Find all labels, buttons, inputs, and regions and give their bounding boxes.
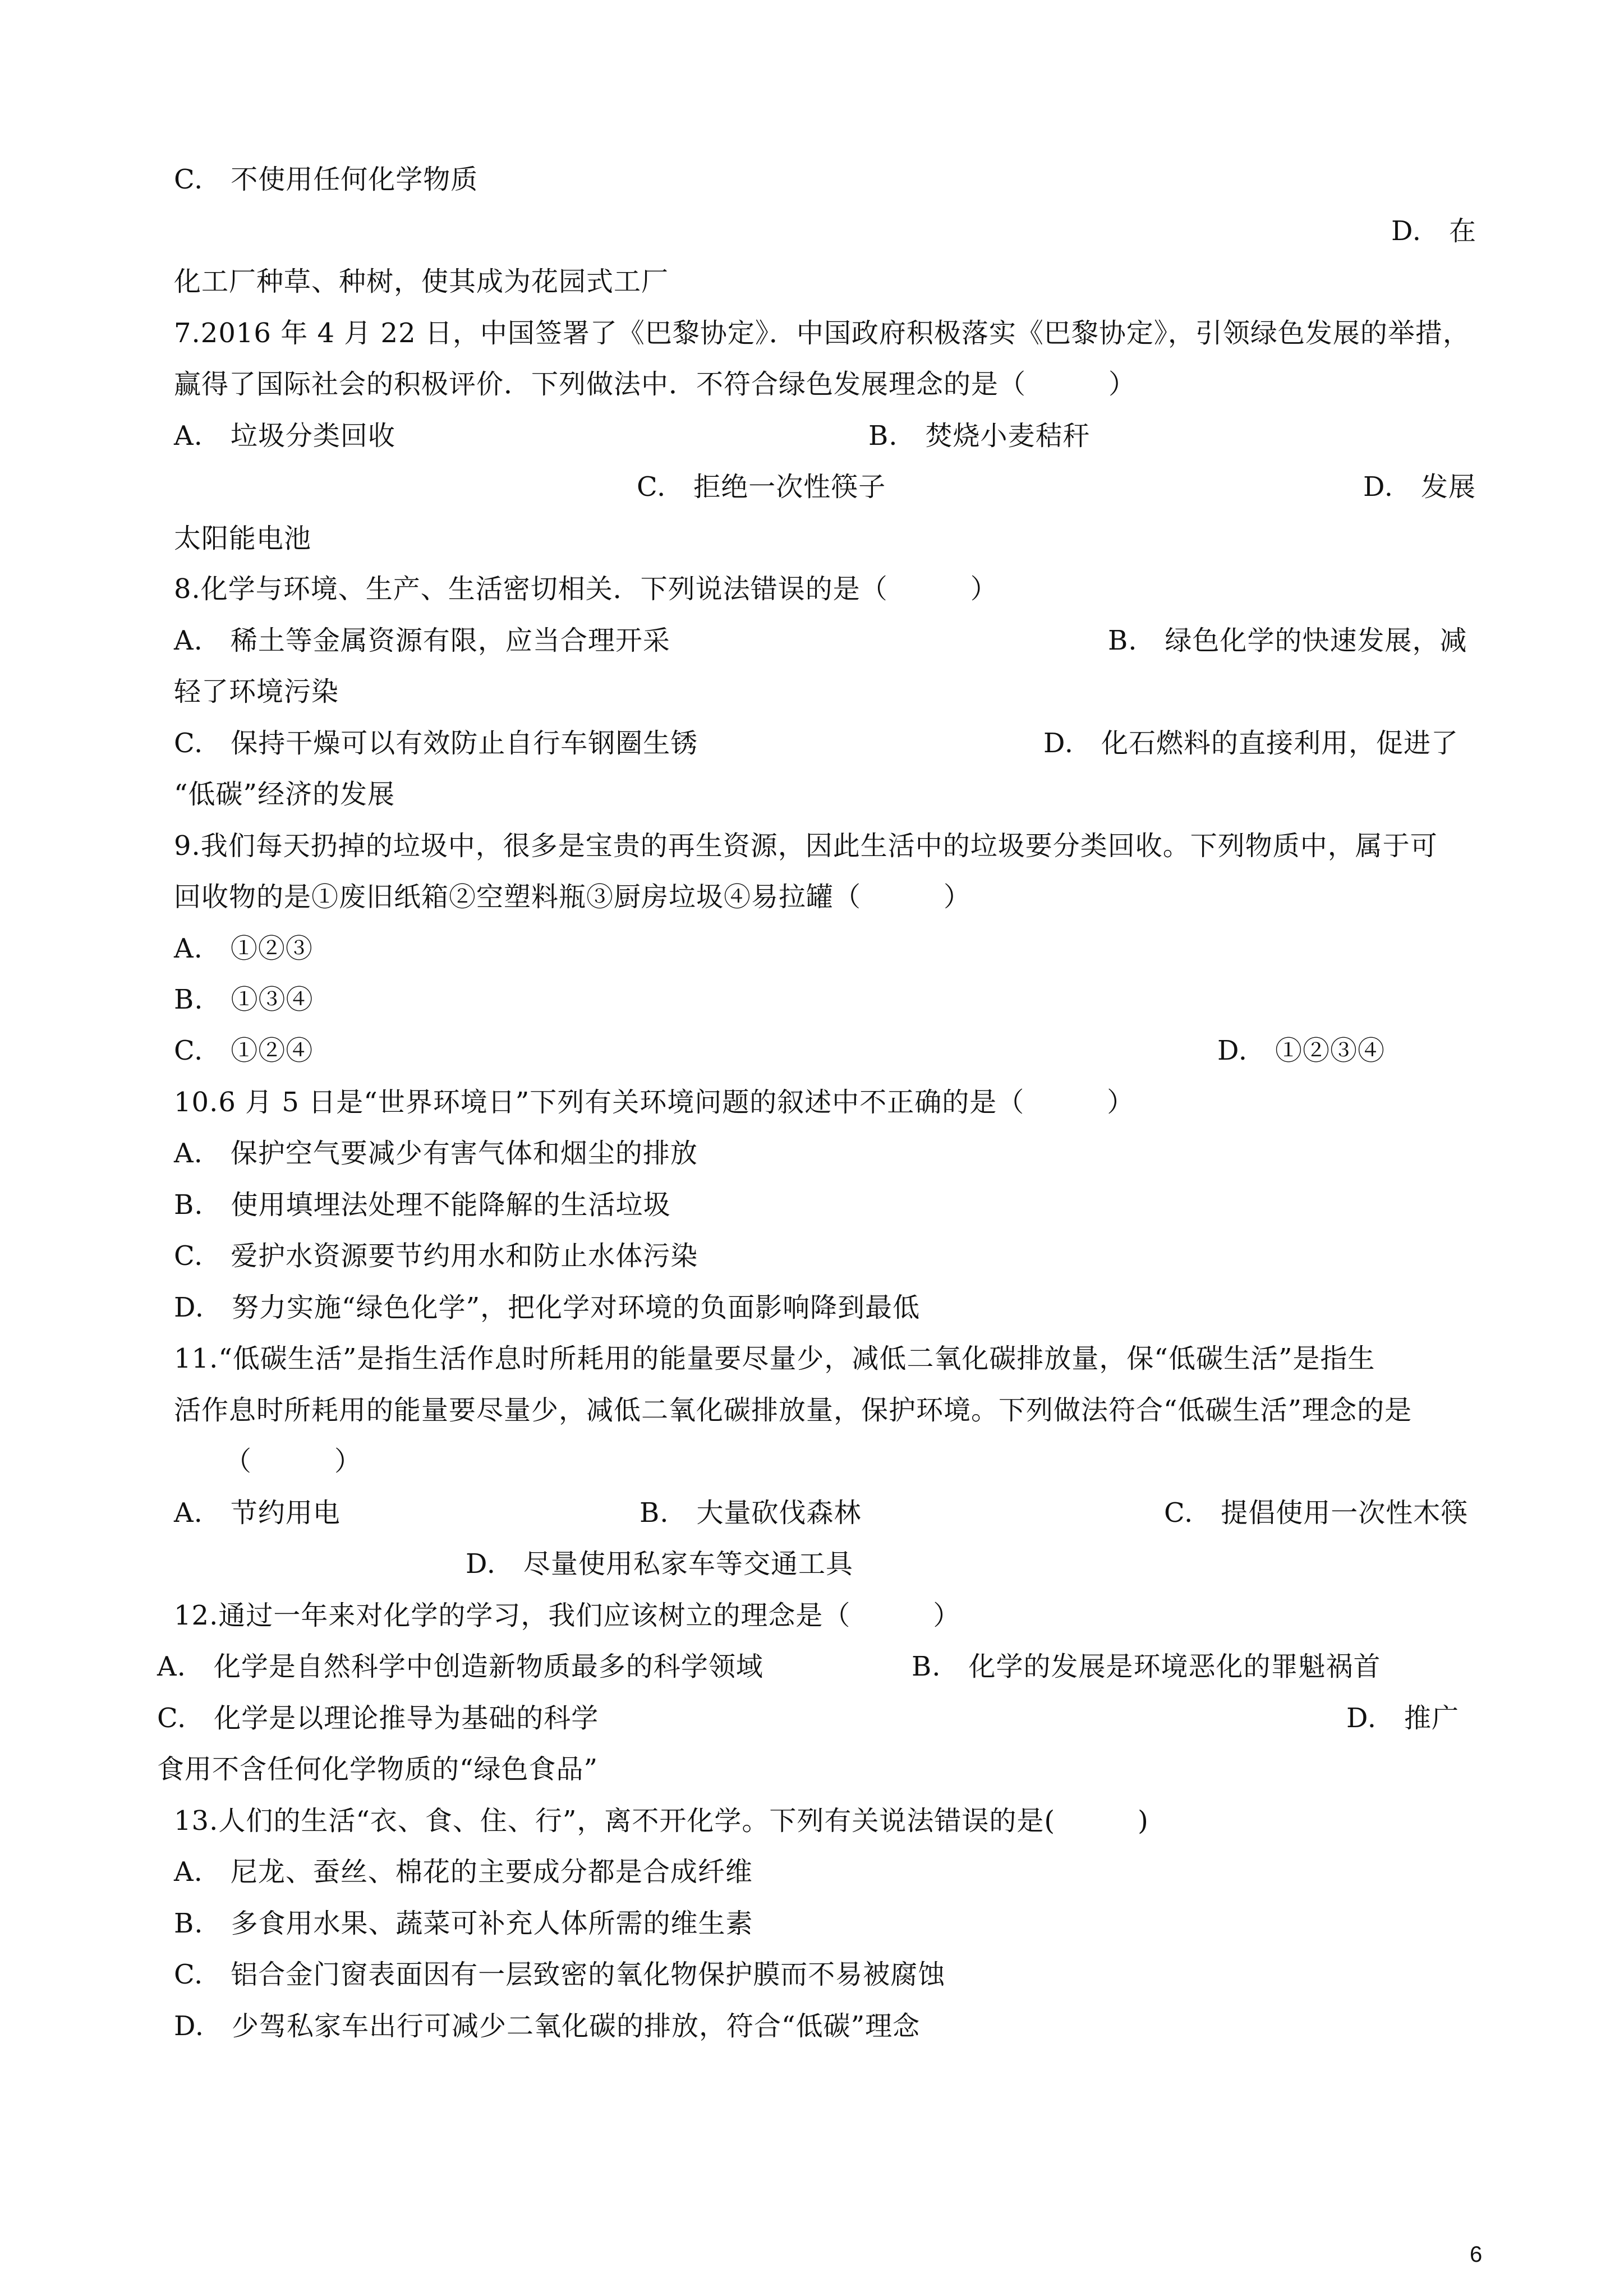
q12-option-d-continuation: 食用不含任何化学物质的“绿色食品” — [157, 1754, 599, 1785]
q13-option-b: B. 多食用水果、蔬菜可补充人体所需的维生素 — [174, 1908, 753, 1939]
q9-option-a: A. ①②③ — [174, 933, 313, 964]
q12-option-c: C. 化学是以理论推导为基础的科学 — [157, 1703, 599, 1734]
q9-stem-line-2: 回收物的是①废旧纸箱②空塑料瓶③厨房垃圾④易拉罐（ ） — [174, 881, 972, 913]
q8-option-b-continuation: 轻了环境污染 — [174, 676, 339, 707]
q11-stem-line-3: （ ） — [224, 1446, 362, 1477]
q11-option-b: B. 大量砍伐森林 — [640, 1497, 862, 1529]
q10-option-c: C. 爱护水资源要节约用水和防止水体污染 — [174, 1240, 698, 1272]
q7-option-a: A. 垃圾分类回收 — [174, 420, 395, 452]
q13-option-a: A. 尼龙、蚕丝、棉花的主要成分都是合成纤维 — [174, 1856, 753, 1888]
q7-option-c: C. 拒绝一次性筷子 — [637, 471, 886, 503]
q10-stem: 10.6 月 5 日是“世界环境日”下列有关环境问题的叙述中不正确的是（ ） — [174, 1087, 1135, 1118]
q8-stem: 8.化学与环境、生产、生活密切相关．下列说法错误的是（ ） — [174, 573, 998, 605]
q8-option-c: C. 保持干燥可以有效防止自行车钢圈生锈 — [174, 728, 698, 759]
q8-option-a: A. 稀土等金属资源有限，应当合理开采 — [174, 625, 670, 656]
q7-stem-line-1: 7.2016 年 4 月 22 日，中国签署了《巴黎协定》．中国政府积极落实《巴黎协定》，引领绿色发展的举措， — [174, 318, 1470, 349]
q9-option-c: C. ①②④ — [174, 1035, 314, 1066]
q13-option-c: C. 铝合金门窗表面因有一层致密的氧化物保护膜而不易被腐蚀 — [174, 1959, 946, 1990]
q11-stem-line-1: 11.“低碳生活”是指生活作息时所耗用的能量要尽量少，减低二氧化碳排放量，保“低碳生活”是指生 — [174, 1343, 1375, 1374]
q8-option-d: D. 化石燃料的直接利用，促进了 — [1043, 728, 1459, 759]
q11-option-a: A. 节约用电 — [174, 1497, 341, 1529]
q8-option-b: B. 绿色化学的快速发展，减 — [1108, 625, 1467, 656]
q10-option-a: A. 保护空气要减少有害气体和烟尘的排放 — [174, 1138, 698, 1169]
q12-stem: 12.通过一年来对化学的学习，我们应该树立的理念是（ ） — [174, 1600, 961, 1631]
q7-option-d-label: D. 发展 — [1363, 471, 1476, 503]
q9-option-b: B. ①③④ — [174, 984, 314, 1015]
q9-stem-line-1: 9.我们每天扔掉的垃圾中，很多是宝贵的再生资源，因此生活中的垃圾要分类回收。下列物质中，属于可 — [174, 830, 1438, 862]
q6-option-d-continuation: 化工厂种草、种树，使其成为花园式工厂 — [174, 266, 669, 297]
q10-option-b: B. 使用填埋法处理不能降解的生活垃圾 — [174, 1189, 671, 1221]
page-number: 6 — [1470, 2242, 1483, 2267]
q11-option-d: D. 尽量使用私家车等交通工具 — [466, 1548, 854, 1580]
q7-stem-line-2: 赢得了国际社会的积极评价．下列做法中．不符合绿色发展理念的是（ ） — [174, 369, 1137, 400]
q11-stem-line-2: 活作息时所耗用的能量要尽量少，减低二氧化碳排放量，保护环境。下列做法符合“低碳生活”理念的是 — [174, 1395, 1413, 1426]
q10-option-d: D. 努力实施“绿色化学”，把化学对环境的负面影响降到最低 — [174, 1292, 921, 1323]
q8-option-d-continuation: “低碳”经济的发展 — [174, 779, 395, 810]
q12-option-b: B. 化学的发展是环境恶化的罪魁祸首 — [912, 1651, 1381, 1682]
q12-option-a: A. 化学是自然科学中创造新物质最多的科学领域 — [157, 1651, 763, 1682]
q12-option-d-label: D. 推广 — [1346, 1703, 1460, 1734]
q13-stem: 13.人们的生活“衣、食、住、行”，离不开化学。下列有关说法错误的是( ) — [174, 1805, 1149, 1837]
q9-option-d: D. ①②③④ — [1217, 1035, 1386, 1066]
q7-option-d-continuation: 太阳能电池 — [174, 523, 312, 554]
q7-option-b: B. 焚烧小麦秸秆 — [868, 420, 1091, 452]
q13-option-d: D. 少驾私家车出行可减少二氧化碳的排放，符合“低碳”理念 — [174, 2010, 921, 2042]
q6-option-c: C. 不使用任何化学物质 — [174, 164, 479, 195]
q6-option-d-label: D. 在 — [1391, 215, 1477, 247]
q11-option-c: C. 提倡使用一次性木筷 — [1164, 1497, 1469, 1529]
